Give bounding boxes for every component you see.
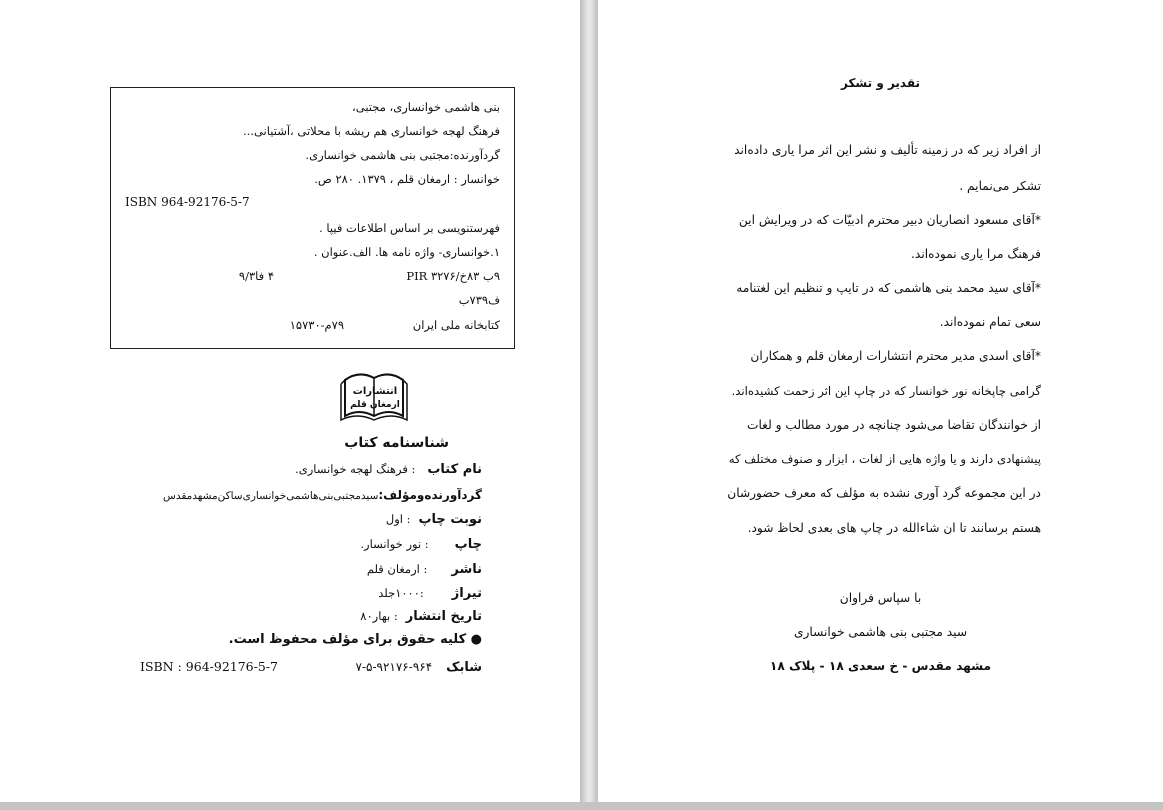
identity-label: تیراژ [451, 586, 482, 601]
identity-value: سیدمجتبی‌بنی‌هاشمی‌خوانساری‌ساکن‌مشهدمقدس [163, 490, 379, 502]
acknowledgment-line: *آقای سید محمد بنی هاشمی که در تایپ و تنظیم این لغتنامه [736, 281, 1041, 295]
acknowledgment-line: *آقای اسدی مدیر محترم انتشارات ارمغان قلم و همکاران [750, 349, 1041, 363]
identity-value: :۱۰۰۰جلد [378, 586, 424, 600]
identity-value: : اول [385, 512, 411, 526]
acknowledgment-line: پیشنهادی دارند و یا واژه هایی از لغات ، ابزار و صنوف مختلف که [728, 452, 1041, 466]
acknowledgment-line: از افراد زیر که در زمینه تألیف و نشر این اثر مرا یاری داده‌اند [734, 143, 1041, 157]
catalog-line: فرهنگ لهجه خوانساری هم ریشه با محلاتی ،آشتیانی... [243, 124, 500, 138]
identity-label: تاریخ انتشار [405, 609, 482, 624]
logo-text: انتشارات [352, 386, 398, 397]
identity-label: چاپ [454, 537, 482, 552]
catalog-classification: ۹ب ۸۳خ/۳۲۷۶ PIR [406, 269, 500, 283]
acknowledgment-line: از خوانندگان تقاضا می‌شود چنانچه در مورد مطالب و لغات [747, 418, 1041, 432]
catalog-line: گردآورنده:مجتبی بنی هاشمی خوانساری. [305, 148, 500, 162]
catalog-library-number: ۷۹م-۱۵۷۳۰ [289, 318, 344, 332]
left-page [0, 0, 580, 802]
rights-notice: ● کلیه حقوق برای مؤلف محفوظ است. [228, 632, 482, 647]
acknowledgment-line: گرامی چاپخانه نور خوانسار که در چاپ این اثر زحمت کشیده‌اند. [731, 384, 1041, 398]
shabak-row [355, 659, 482, 675]
identity-label: گردآورنده‌ومؤلف: [378, 488, 482, 502]
acknowledgment-line: فرهنگ مرا یاری نموده‌اند. [911, 247, 1041, 261]
catalog-library: کتابخانه ملی ایران [412, 318, 500, 332]
catalog-line: فهرستنویسی بر اساس اطلاعات فیپا . [319, 221, 500, 235]
acknowledgment-line: *آقای مسعود انصاریان دبیر محترم ادبیّات که در ویرایش این [738, 213, 1041, 227]
catalog-classification-suffix: ۴ فا۹/۳ [238, 269, 274, 283]
identity-row [163, 487, 482, 502]
catalog-line: خوانسار : ارمغان قلم ، ۱۳۷۹. ۲۸۰ ص. [314, 172, 500, 186]
identity-value: : ارمغان قلم [366, 562, 428, 576]
shabak-label: شابک [446, 660, 482, 675]
publisher-logo [339, 366, 409, 426]
bottom-shadow [0, 802, 1163, 810]
identity-row [360, 536, 482, 552]
identity-row [367, 561, 482, 577]
signature-line: سید مجتبی بنی هاشمی خوانساری [793, 625, 968, 639]
logo-text: ارمغان قلم [350, 400, 400, 410]
isbn-line: ISBN : 964-92176-5-7 [140, 659, 278, 674]
cataloging-box [110, 87, 515, 349]
identity-value: : نور خوانسار. [360, 537, 429, 551]
acknowledgment-line: در این مجموعه گرد آوری نشده به مؤلف که معرف حضورشان [727, 486, 1041, 500]
catalog-line: ف۷۳۹ب [458, 293, 500, 307]
book-gutter [580, 0, 598, 810]
shabak-value: ۹۶۴-۹۲۱۷۶-۵-۷ [355, 660, 433, 674]
address-line: مشهد مقدس - خ سعدی ۱۸ - پلاک ۱۸ [769, 659, 992, 673]
identity-row [295, 461, 482, 477]
acknowledgment-line: سعی تمام نموده‌اند. [939, 315, 1041, 329]
identity-row [386, 511, 482, 527]
catalog-line: ۱.خوانساری- واژه نامه ها. الف.عنوان . [313, 245, 500, 259]
acknowledgment-heading: تقدیر و تشکر [840, 76, 921, 90]
identity-value: : بهار۸۰ [360, 609, 398, 623]
identity-row [378, 585, 482, 601]
catalog-isbn: ISBN 964-92176-5-7 [125, 195, 250, 209]
identity-row [360, 608, 482, 624]
acknowledgment-line: تشکر می‌نمایم . [959, 179, 1041, 193]
identity-value: : فرهنگ لهجه خوانساری. [295, 462, 416, 476]
identity-label: نوبت چاپ [418, 512, 482, 527]
identity-label: نام کتاب [427, 462, 482, 477]
right-page [598, 0, 1163, 802]
identity-label: ناشر [451, 562, 482, 577]
catalog-line: بنی هاشمی خوانساری، مجتبی، [352, 100, 500, 114]
closing-line: با سپاس فراوان [839, 591, 922, 605]
acknowledgment-line: هستم برسانند تا ان شاءالله در چاپ های بعدی لحاظ شود. [747, 521, 1041, 535]
identity-title: شناسنامه کتاب [344, 435, 449, 451]
